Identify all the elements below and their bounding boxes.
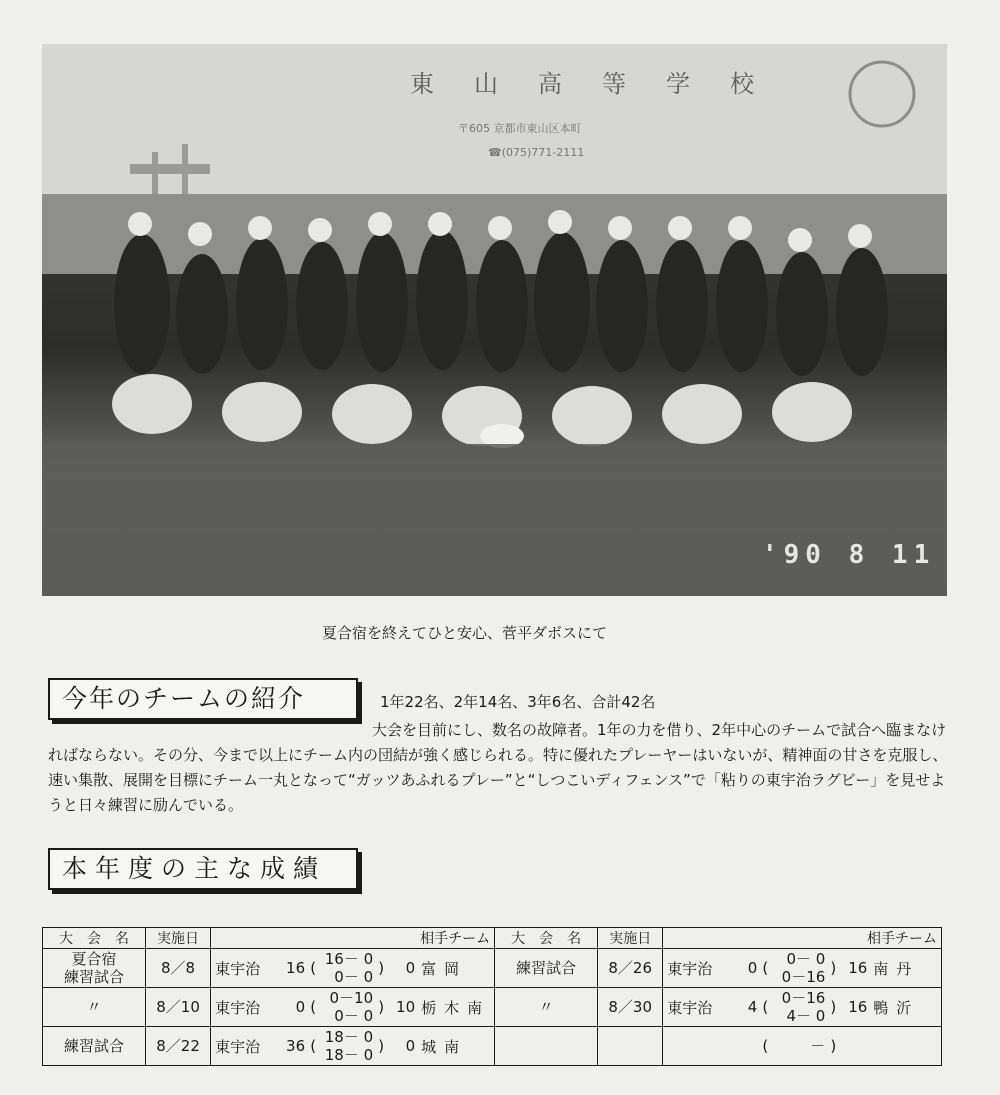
match-date: 8／8 [145,949,210,988]
table-header-row [43,928,942,949]
second-half-score: 0－16 [781,968,826,986]
match-date: 8／26 [598,949,663,988]
team-score: 4 [747,998,758,1016]
first-half-score: 0－ 0 [786,950,826,968]
match-date [598,1027,663,1066]
opponent-score: 0 [405,959,416,977]
score-cell [211,1027,495,1066]
paren-open: ( [762,1037,769,1055]
team-name: 東宇治 [667,998,713,1017]
first-half-score: 16－ 0 [324,950,374,968]
header-date: 実施日 [145,928,210,949]
score-cell [663,988,942,1027]
score-cell [663,1027,942,1066]
score-cell [211,988,495,1027]
table-row [43,1027,942,1066]
half-scores [321,950,373,986]
school-phone: ☎(075)771-2111 [488,146,585,159]
team-photo [42,44,947,596]
opponent-name: 鴨沂 [873,998,920,1017]
team-name: 東宇治 [215,959,261,978]
header-event: 大 会 名 [495,928,598,949]
half-scores [321,989,373,1025]
event-name: 練習試合 [43,1027,146,1066]
half-scores [773,989,825,1025]
results-heading: 本年度の主な成績 [48,848,358,890]
score-cell [211,949,495,988]
table-row [43,988,942,1027]
opponent-score: 10 [396,998,416,1016]
header-opponent: 相手チーム [663,928,942,949]
opponent-name: 富岡 [421,959,468,978]
first-half-score: 0－16 [781,989,826,1007]
table-row [43,949,942,988]
opponent-score: 16 [848,998,868,1016]
team-score: 36 [286,1037,306,1055]
intro-heading: 今年のチームの紹介 [48,678,358,720]
header-date: 実施日 [598,928,663,949]
second-half-score: 18－ 0 [324,1046,374,1064]
match-date: 8／30 [598,988,663,1027]
second-half-score: 0－ 0 [334,968,374,986]
team-name: 東宇治 [215,998,261,1017]
intro-body [48,718,948,818]
team-score: 0 [747,959,758,977]
opponent-score: 0 [405,1037,416,1055]
first-half-score: 0－10 [329,989,374,1007]
results-table [42,927,942,1066]
event-name: 練習試合 [495,949,598,988]
photo-caption: 夏合宿を終えてひと安心、菅平ダボスにて [322,624,608,642]
date-stamp: '90 8 11 [762,540,936,570]
paren-close: ) [830,959,837,977]
member-counts: 1年22名、2年14名、3年6名、合計42名 [380,693,656,711]
paren-close: ) [830,998,837,1016]
paren-close: ) [830,1037,837,1055]
event-name: 夏合宿 練習試合 [43,949,146,988]
school-address: 〒605 京都市東山区本町 [458,122,582,135]
paren-open: ( [762,998,769,1016]
paren-close: ) [378,1037,385,1055]
match-date: 8／10 [145,988,210,1027]
school-title: 東山高等学校 [410,70,794,98]
event-name: 〃 [43,988,146,1027]
second-half-score: － [810,1037,826,1055]
event-name [495,1027,598,1066]
team-name: 東宇治 [215,1037,261,1056]
first-half-score: 18－ 0 [324,1028,374,1046]
paren-open: ( [762,959,769,977]
team-score: 0 [295,998,306,1016]
intro-paragraph: 大会を目前にし、数名の故障者。1年の力を借り、2年中心のチームで試合へ臨まなければならない。その分、今まで以上にチーム内の団結が強く感じられる。特に優れたプレーヤーはいないが、精神面の甘さを克服し、速い集散、展開を目標にチーム一丸となって“ガッツあふれるプレー”と“しつこいディフェンス”で「粘りの東宇治ラグビー」を見せようと日々練習に励んでいる。 [48,721,948,814]
header-event: 大 会 名 [43,928,146,949]
half-scores [773,950,825,986]
paren-open: ( [310,998,317,1016]
header-opponent: 相手チーム [211,928,495,949]
opponent-name: 南丹 [873,959,920,978]
match-date: 8／22 [145,1027,210,1066]
paren-open: ( [310,959,317,977]
score-cell [663,949,942,988]
second-half-score: 4－ 0 [786,1007,826,1025]
paren-open: ( [310,1037,317,1055]
opponent-name: 城南 [421,1037,468,1056]
second-half-score: 0－ 0 [334,1007,374,1025]
event-name: 〃 [495,988,598,1027]
paren-close: ) [378,998,385,1016]
opponent-name: 栃木南 [421,998,491,1017]
team-name: 東宇治 [667,959,713,978]
team-score: 16 [286,959,306,977]
paren-close: ) [378,959,385,977]
half-scores [773,1037,825,1055]
opponent-score: 16 [848,959,868,977]
half-scores [321,1028,373,1064]
